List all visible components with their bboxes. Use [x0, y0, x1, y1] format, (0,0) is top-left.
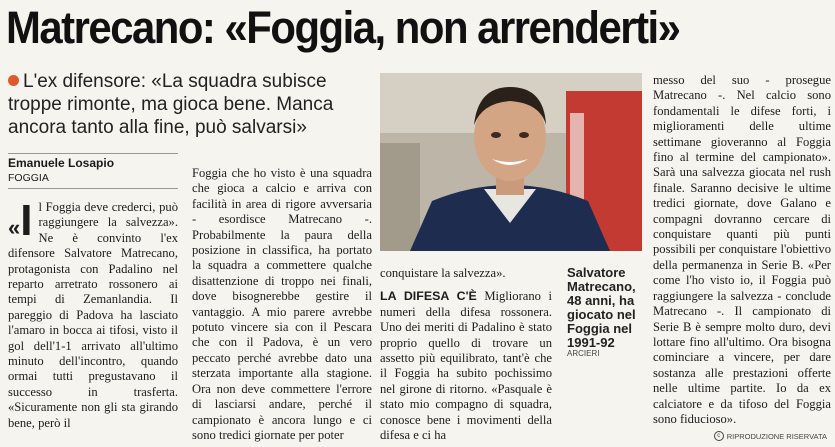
- byline-top-rule: [8, 153, 178, 154]
- drop-cap: «I: [8, 196, 33, 245]
- rights-notice: [714, 431, 827, 441]
- article-column-1: [8, 196, 178, 431]
- subhead: [8, 70, 368, 139]
- portrait-illustration: [380, 73, 642, 251]
- column-3-text: Migliorano i numeri della difesa rossonera. Uno dei meriti di Padalino è stato proprio quello di trovare un assetto più equilibrato, tant'è che il Foggia ha subito pochissimo nel girone di ritorno. «Pasquale è stato mio compagno di squadra, conosce bene i movimenti della difesa e ci ha: [380, 289, 552, 443]
- photo-caption: Salvatore Matrecano, 48 anni, ha giocato nel Foggia nel 1991-92: [567, 265, 636, 350]
- headline: Matrecano: «Foggia, non arrenderti»: [6, 2, 680, 53]
- opening-quote-mark: «: [8, 215, 21, 240]
- player-photo: [380, 73, 642, 251]
- article-column-4: [653, 73, 831, 427]
- article-column-3: [380, 266, 552, 443]
- subhead-text: L'ex difensore: «La squadra subisce troppe rimonte, ma gioca bene. Manca ancora tanto alla fine, può salvarsi»: [8, 71, 334, 138]
- bullet-icon: [8, 75, 19, 86]
- column-3-lead: conquistare la salvezza».: [380, 266, 506, 280]
- author-name: Emanuele Losapio: [8, 156, 115, 170]
- byline-bottom-rule: [8, 188, 178, 189]
- column-2-text: Foggia che ho visto è una squadra che gioca a calcio e arriva con facilità in area di rigore avversaria - esordisce Matrecano -. Probabilmente la paura della posizione in classifica, ha portato la squadra a commettere qualche disattenzione di troppo nei finali, dove bisognerebbe gestire il vantaggio. A mio parere avrebbe potuto vincere sia con il Pescara che con il Padova, è un vero peccato perché avrebbe dato una sterzata importante alla stagione. Ora non deve commettere l'errore di lasciarsi andare, perché il campionato è ancora lungo e ci sono tredici giornate per poter: [192, 166, 372, 442]
- dateline-place: FOGGIA: [8, 172, 49, 184]
- byline: [8, 156, 114, 186]
- rights-text: RIPRODUZIONE RISERVATA: [726, 431, 827, 441]
- section-kicker: LA DIFESA C'È: [380, 289, 477, 304]
- article-column-2: [192, 166, 372, 443]
- column-1-text: l Foggia deve crederci, può raggiungere la salvezza». Ne è convinto l'ex difensore Salvatore Matrecano, protagonista con Padalino nel reparto arretrato rossonero ai tempi di Zemanlandia. Il pareggio di Padova ha lasciato l'amaro in bocca ai tifosi, visto il gol dell'1-1 arrivato all'ultimo minuto dell'incontro, quando ormai tutti pregustavano il successo in trasferta. «Sicuramente non gli sta girando bene, però il: [8, 200, 178, 430]
- photo-credit: ARCIERI: [567, 349, 600, 358]
- copyright-icon: c: [714, 431, 724, 441]
- column-4-text: messo del suo - prosegue Matrecano -. Nel calcio sono fondamentali le difese forti, i miglioramenti delle ultime settimane gioveranno al Foggia fino al termine del campionato». Sarà una salvezza giocata nel rush finale. Saranno decisive le ultime tredici giornate, dove Galano e compagni dovranno cercare di conquistare quanti più punti possibili per conquistare l'obiettivo della permanenza in Serie B. «Per come l'ho visto io, il Foggia può raggiungere la salvezza - conclude Matrecano -. Il campionato di Serie B è sempre molto duro, devi lottare fino all'ultimo. Ora bisogna cominciare a vincere, per dare sostanza alle prestazioni offerte nelle ultime partite. Io da ex calciatore e da tifoso del Foggia sono fiducioso».: [653, 73, 831, 426]
